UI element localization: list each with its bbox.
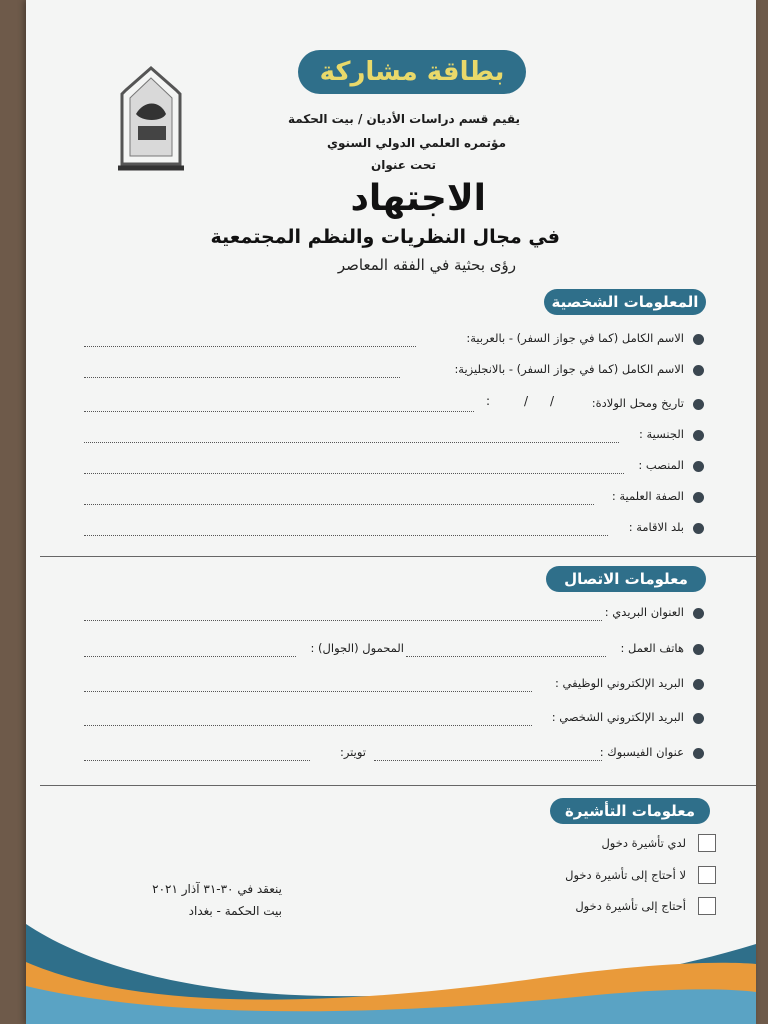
bullet-icon [693, 679, 704, 690]
bullet-icon [693, 334, 704, 345]
section-divider [40, 556, 756, 557]
input-line[interactable] [374, 760, 602, 761]
input-line[interactable] [84, 473, 624, 474]
field-nationality[interactable]: الجنسية : [84, 427, 704, 445]
field-fullname-arabic[interactable]: الاسم الكامل (كما في جواز السفر) - بالعربية: [84, 331, 704, 349]
field-residence-country[interactable]: بلد الاقامة : [84, 520, 704, 538]
organizer-line: يقيم قسم دراسات الأديان / بيت الحكمة [287, 112, 520, 126]
twitter-input-line[interactable] [84, 760, 310, 761]
mobile-label: المحمول (الجوال) : [310, 641, 404, 655]
input-line[interactable] [406, 656, 606, 657]
field-personal-email[interactable]: البريد الإلكتروني الشخصي : [84, 710, 704, 728]
conference-line: مؤتمره العلمي الدولي السنوي [327, 136, 506, 150]
input-line[interactable] [84, 377, 400, 378]
input-line[interactable] [84, 411, 474, 412]
venue-place: بيت الحكمة - بغداد [188, 904, 282, 918]
field-fullname-english[interactable]: الاسم الكامل (كما في جواز السفر) - بالانجليزية: [84, 362, 704, 380]
input-line[interactable] [84, 346, 416, 347]
bullet-icon [693, 523, 704, 534]
input-line[interactable] [84, 691, 532, 692]
venue-date: ينعقد في ٣٠-٣١ آذار ٢٠٢١ [152, 882, 282, 896]
visa-info-heading: معلومات التأشيرة [550, 798, 710, 824]
card-title-badge: بطاقة مشاركة [298, 50, 526, 94]
section-divider [40, 785, 756, 786]
bullet-icon [693, 430, 704, 441]
personal-info-heading: المعلومات الشخصية [544, 289, 706, 315]
bullet-icon [693, 399, 704, 410]
bullet-icon [693, 492, 704, 503]
input-line[interactable] [84, 535, 608, 536]
participation-card [26, 0, 756, 1024]
under-title-line: تحت عنوان [370, 158, 436, 172]
main-title: الاجتهاد [350, 178, 486, 219]
field-postal-address[interactable]: العنوان البريدي : [84, 605, 704, 623]
bayt-al-hikma-logo-icon [114, 64, 188, 176]
field-academic-title[interactable]: الصفة العلمية : [84, 489, 704, 507]
visa-option-not-needed[interactable]: لا أحتاج إلى تأشيرة دخول [526, 866, 716, 886]
twitter-label: تويتر: [339, 745, 366, 759]
mobile-input-line[interactable] [84, 656, 296, 657]
input-line[interactable] [84, 725, 532, 726]
field-facebook[interactable]: عنوان الفيسبوك : تويتر: [84, 745, 704, 763]
checkbox[interactable] [698, 834, 716, 852]
bullet-icon [693, 365, 704, 376]
input-line[interactable] [84, 504, 594, 505]
subtitle-secondary: رؤى بحثية في الفقه المعاصر [337, 256, 516, 274]
contact-info-heading: معلومات الاتصال [546, 566, 706, 592]
visa-option-have[interactable]: لدي تأشيرة دخول [526, 834, 716, 854]
input-line[interactable] [84, 442, 619, 443]
subtitle-primary: في مجال النظريات والنظم المجتمعية [210, 226, 560, 248]
field-work-email[interactable]: البريد الإلكتروني الوظيفي : [84, 676, 704, 694]
bullet-icon [693, 748, 704, 759]
field-work-phone[interactable]: هاتف العمل : المحمول (الجوال) : [84, 641, 704, 659]
bullet-icon [693, 461, 704, 472]
bullet-icon [693, 713, 704, 724]
input-line[interactable] [84, 620, 602, 621]
field-birth-date-place[interactable]: تاريخ ومحل الولادة: / / : [84, 396, 704, 414]
bullet-icon [693, 608, 704, 619]
bullet-icon [693, 644, 704, 655]
field-position[interactable]: المنصب : [84, 458, 704, 476]
visa-option-needed[interactable]: أحتاج إلى تأشيرة دخول [526, 897, 716, 917]
footer-wave-decoration [26, 904, 756, 1024]
checkbox[interactable] [698, 866, 716, 884]
